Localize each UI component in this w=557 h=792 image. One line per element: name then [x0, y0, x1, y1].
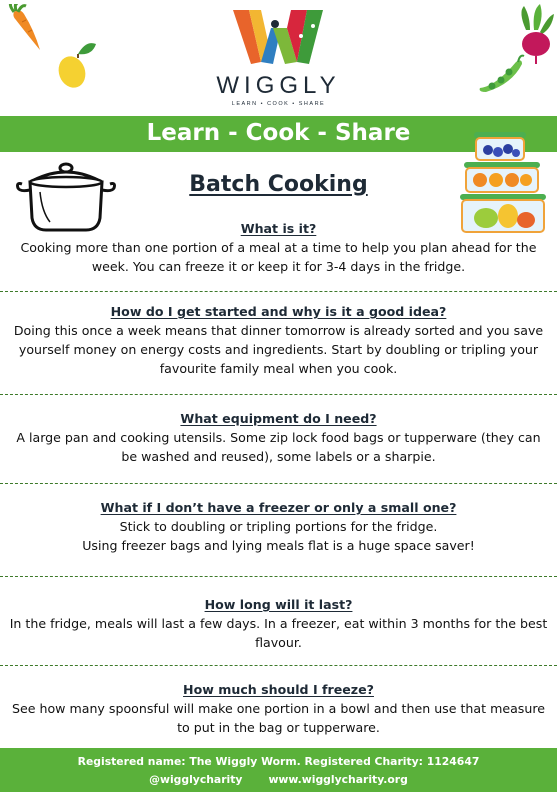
brand-tagline: LEARN • COOK • SHARE	[231, 101, 326, 107]
footer-contact	[0, 773, 557, 786]
footer-social-handle[interactable]: @wigglycharity	[149, 773, 243, 786]
section-question: How much should I freeze?	[183, 682, 374, 697]
section-answer: A large pan and cooking utensils. Some zip lock food bags or tupperware (they can be washed and reused), some labels or a sharpie.	[16, 430, 541, 464]
section-question: What if I don’t have a freezer or only a small one?	[100, 500, 457, 515]
section-answer-line: Using freezer bags and lying meals flat is a huge space saver!	[82, 538, 475, 553]
footer-bar	[0, 748, 557, 792]
footer-registration: Registered name: The Wiggly Worm. Registered Charity: 1124647	[77, 755, 480, 768]
section-divider	[0, 576, 557, 577]
section-answer: Cooking more than one portion of a meal at a time to help you plan ahead for the week. You can freeze it or keep it for 3-4 days in the fridge.	[20, 240, 537, 274]
section-divider	[0, 483, 557, 484]
section-answer: See how many spoonsful will make one portion in a bowl and then use that measure to put in the bag or tupperware.	[11, 701, 545, 735]
section-equipment	[0, 411, 557, 466]
section-divider	[0, 291, 557, 292]
section-divider	[0, 665, 557, 666]
section-question: What equipment do I need?	[180, 411, 377, 426]
section-answer: Doing this once a week means that dinner tomorrow is already sorted and you save yourself money on energy costs and ingredients. Start by doubling or tripling your favourite family meal when you cook.	[13, 323, 544, 376]
section-what-is-it	[0, 221, 557, 276]
page-title: Batch Cooking	[189, 172, 368, 197]
section-answer-line: Stick to doubling or tripling portions for the fridge.	[119, 519, 438, 534]
section-answer: In the fridge, meals will last a few days. In a freezer, eat within 3 months for the best flavour.	[9, 616, 548, 650]
section-how-much	[0, 682, 557, 737]
section-question: How long will it last?	[204, 597, 353, 612]
footer-website-link[interactable]: www.wigglycharity.org	[268, 773, 408, 786]
section-question: What is it?	[240, 221, 317, 236]
section-getting-started	[0, 304, 557, 378]
section-question: How do I get started and why is it a good idea?	[110, 304, 447, 319]
wiggly-logo-icon	[231, 8, 327, 66]
banner-title: Learn - Cook - Share	[146, 120, 411, 146]
section-divider	[0, 394, 557, 395]
section-how-long	[0, 597, 557, 652]
section-no-freezer	[0, 500, 557, 555]
lemon-icon	[52, 36, 98, 94]
carrot-icon	[8, 4, 50, 54]
brand-name: WIGGLY	[216, 72, 341, 99]
peapod-icon	[476, 54, 526, 94]
